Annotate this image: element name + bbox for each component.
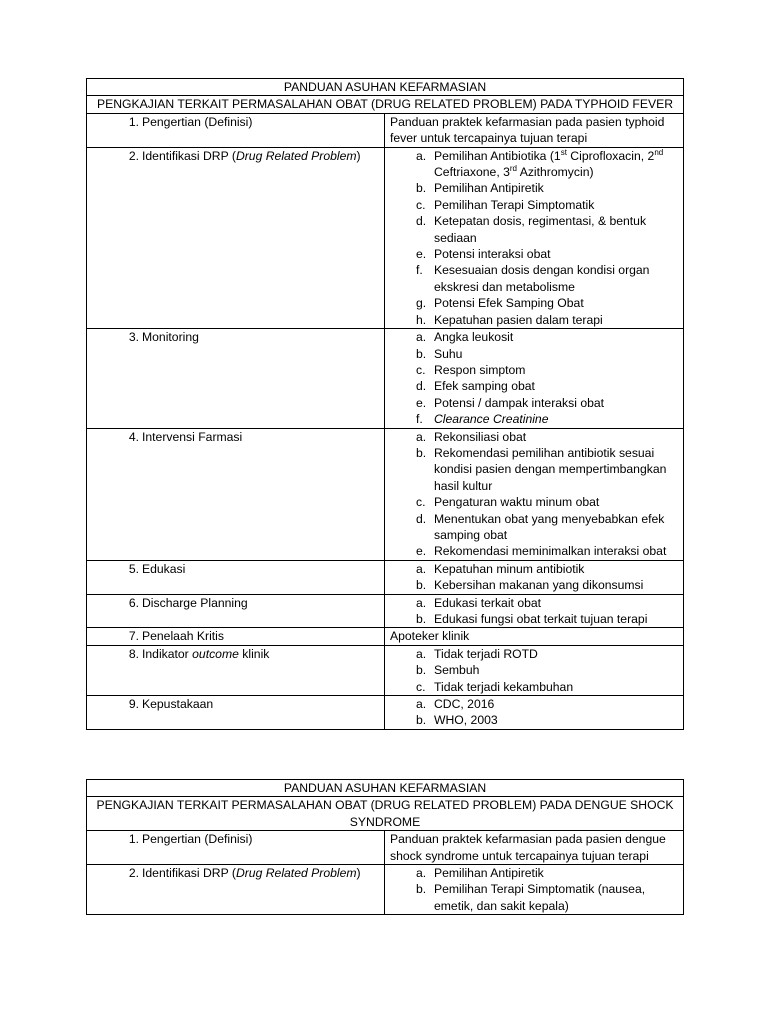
list-item: a. Tidak terjadi ROTD [416,646,538,661]
row-label: Penelaah Kritis [142,629,224,644]
table-row [87,428,684,560]
list-item: c. Pengaturan waktu minum obat [416,495,600,510]
list-item: b. Pemilihan Terapi Simptomatik (nausea, emetik, dan sakit kepala) [416,882,646,913]
list-item: d. Ketepatan dosis, regimentasi, & bentuk sediaan [416,214,647,245]
table-dengue-shock-syndrome [86,779,684,915]
row-label: Pengertian (Definisi) [142,832,253,847]
list-item: b. Pemilihan Antipiretik [416,181,544,196]
row-label: Kepustakaan [142,697,214,712]
table-title: PANDUAN ASUHAN KEFARMASIAN [87,79,684,96]
table-subtitle: PENGKAJIAN TERKAIT PERMASALAHAN OBAT (DRUG RELATED PROBLEM) PADA DENGUE SHOCK SYNDROME [87,797,684,831]
list-item: f. Kesesuaian dosis dengan kondisi organ ekskresi dan metabolisme [416,263,650,294]
row-number: 6. [128,595,139,610]
list-item: a. Edukasi terkait obat [416,595,542,610]
list-item: e. Rekomendasi meminimalkan interaksi obat [416,544,667,559]
table-row [87,628,684,645]
list-item: a. Kepatuhan minum antibiotik [416,561,585,576]
list-item: b. Suhu [416,346,463,361]
list-item: c. Pemilihan Terapi Simptomatik [416,197,595,212]
list-item: a. Pemilihan Antibiotika (1st Ciprofloxacin, 2nd Ceftriaxone, 3rd Azithromycin) [390,148,677,181]
row-label: Indikator outcome klinik [142,646,270,661]
list-item: a. Angka leukosit [416,330,514,345]
list-item: d. Efek samping obat [416,379,535,394]
table-row [87,831,684,865]
list-item: a. CDC, 2016 [416,697,495,712]
row-number: 4. [128,429,139,444]
list-item: b. Sembuh [416,663,480,678]
row-number: 2. [128,148,139,163]
list-item: c. Tidak terjadi kekambuhan [416,679,574,694]
row-text: Apoteker klinik [390,629,470,644]
table-typhoid-fever [86,78,684,730]
row-label: Intervensi Farmasi [142,429,243,444]
row-number: 3. [128,330,139,345]
list-item: e. Potensi / dampak interaksi obat [416,395,605,410]
row-number: 1. [128,832,139,847]
table-row [87,645,684,695]
row-label: Monitoring [142,330,199,345]
table-subtitle: PENGKAJIAN TERKAIT PERMASALAHAN OBAT (DRUG RELATED PROBLEM) PADA TYPHOID FEVER [87,96,684,113]
row-number: 7. [128,629,139,644]
list-item: a. Rekonsiliasi obat [416,429,527,444]
table-row [87,594,684,628]
table-row [87,560,684,594]
list-item: a. Pemilihan Antipiretik [416,866,544,881]
table-row [87,329,684,428]
row-number: 5. [128,561,139,576]
list-item: g. Potensi Efek Samping Obat [416,296,584,311]
row-number: 1. [128,114,139,129]
list-item: h. Kepatuhan pasien dalam terapi [416,312,603,327]
row-number: 9. [128,697,139,712]
table-row [87,865,684,915]
list-item: e. Potensi interaksi obat [416,247,551,262]
list-item: b. WHO, 2003 [416,713,498,728]
table-row [87,147,684,328]
list-item: f. Clearance Creatinine [416,412,549,427]
table-row [87,113,684,147]
table-title: PANDUAN ASUHAN KEFARMASIAN [87,780,684,797]
row-label: Identifikasi DRP (Drug Related Problem) [142,148,361,163]
row-label: Discharge Planning [142,595,248,610]
row-label: Identifikasi DRP (Drug Related Problem) [142,866,361,881]
table-row [87,696,684,730]
row-number: 2. [128,866,139,881]
row-text: Panduan praktek kefarmasian pada pasien dengue shock syndrome untuk tercapainya tujuan terapi [390,832,666,863]
list-item: b. Edukasi fungsi obat terkait tujuan terapi [416,612,648,626]
list-item: b. Rekomendasi pemilihan antibiotik sesuai kondisi pasien dengan mempertimbangkan hasil kultur [416,445,667,493]
list-item: c. Respon simptom [416,362,526,377]
row-text: Panduan praktek kefarmasian pada pasien typhoid fever untuk tercapainya tujuan terapi [390,114,665,146]
row-label: Pengertian (Definisi) [142,114,253,129]
list-item: d. Menentukan obat yang menyebabkan efek samping obat [416,511,665,542]
list-item: b. Kebersihan makanan yang dikonsumsi [416,578,644,593]
row-label: Edukasi [142,561,186,576]
antibiotic-choice-text: Pemilihan Antibiotika (1st Ciprofloxacin, 2nd Ceftriaxone, 3rd Azithromycin) [434,147,664,180]
row-number: 8. [128,646,139,661]
